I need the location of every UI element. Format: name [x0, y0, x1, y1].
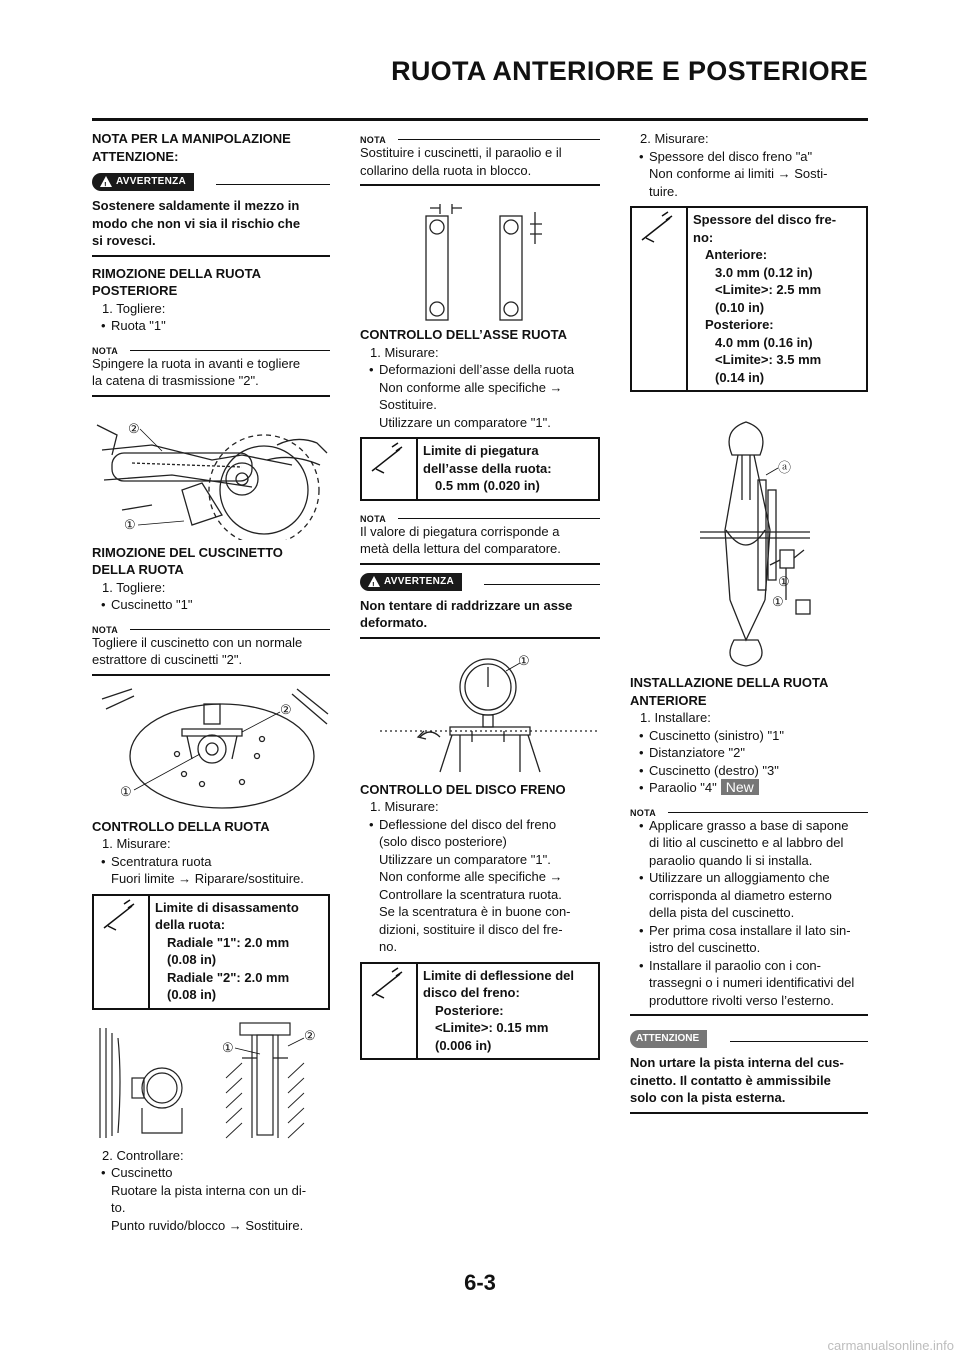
step-measure: 2. Misurare: [640, 131, 709, 146]
spec-tool-icon [94, 896, 150, 1008]
svg-text:①: ① [518, 652, 530, 668]
new-badge: New [721, 779, 759, 795]
disc-text: (solo disco posteriore) [379, 834, 507, 849]
bearing-text: Ruotare la pista interna con un di- [111, 1182, 307, 1198]
bullet-thickness: • Spessore del disco freno "a" [630, 148, 868, 166]
warning-header [360, 573, 600, 593]
heading-disc: CONTROLLO DEL DISCO FRENO [360, 781, 566, 797]
wheel-runout-figure [92, 1018, 330, 1143]
svg-text:①: ① [124, 516, 136, 532]
heading-axle: CONTROLLO DELL’ASSE RUOTA [360, 327, 568, 342]
svg-text:①: ① [222, 1039, 234, 1055]
bullet-bearing-2: • Cuscinetto [92, 1164, 330, 1182]
heading-remove-wheel: RIMOZIONE DELLA RUOTA POSTERIORE [92, 265, 261, 298]
spec-runout-box: Limite di disassamento della ruota: Radiale "1": 2.0 mm (0.08 in) Radiale "2": 2.0 mm (0.08 in) [92, 894, 330, 1010]
step-remove-2: 1. Togliere: [102, 579, 166, 595]
svg-text:①: ① [778, 574, 790, 589]
step-measure: 1. Misurare: [370, 344, 439, 360]
column-1 [92, 130, 330, 1234]
column-3 [630, 130, 868, 1122]
disc-text: Controllare la scentratura ruota. [379, 886, 562, 902]
svg-text:ⓐ: ⓐ [778, 460, 792, 475]
watermark: carmanualsonline.info [827, 1338, 954, 1353]
note-header: NOTA [360, 130, 600, 144]
warning-triangle-icon [100, 176, 112, 187]
spec-thickness-box: Spessore del disco fre- no: Anteriore: 3.0 mm (0.12 in) <Limite>: 2.5 mm (0.10 in) Posteriore: 4.0 mm (0.16 in) <Limite>: 3.5 mm (0.14 in) [630, 206, 868, 392]
note-text: Spingere la ruota in avanti e togliere la catena di trasmissione "2". [92, 355, 301, 388]
attention-badge: ATTENZIONE [630, 1030, 707, 1048]
disc-thickness-figure [630, 400, 868, 670]
axle-text: Utilizzare un comparatore "1". [379, 414, 551, 430]
thickness-text: tuire. [649, 183, 678, 199]
note-text: Sostituire i cuscinetti, il paraolio e il collarino della ruota in blocco. [360, 145, 562, 178]
note-header: NOTA [360, 509, 600, 523]
warning-badge: ! AVVERTENZA [92, 173, 194, 191]
heading-attention: ATTENZIONE: [92, 148, 179, 164]
disc-text: Se la scentratura è in buone con- [379, 904, 571, 919]
install-item: • Cuscinetto (sinistro) "1" [630, 727, 868, 745]
install-item: • Paraolio "4" New [630, 779, 868, 797]
spec-disc-box: Limite di deflessione del disco del freno: Posteriore: <Limite>: 0.15 mm (0.006 in) [360, 962, 600, 1061]
heading-install: INSTALLAZIONE DELLA RUOTA ANTERIORE [630, 675, 829, 708]
svg-text:②: ② [304, 1027, 316, 1043]
bearing-puller-figure [92, 684, 330, 814]
heading-remove-bearing: RIMOZIONE DEL CUSCINETTO DELLA RUOTA [92, 544, 283, 577]
note-text: Togliere il cuscinetto con un normale estrattore di cuscinetti "2". [92, 634, 303, 667]
warning-text: Non tentare di raddrizzare un asse deformato. [360, 597, 573, 630]
svg-text:①: ① [120, 783, 132, 799]
title-rule [92, 118, 868, 121]
warning-badge: ! AVVERTENZA [360, 573, 462, 591]
svg-text:②: ② [128, 420, 140, 436]
column-2 [360, 130, 600, 1068]
bearing-text: Punto ruvido/blocco → Sostituire. [111, 1217, 304, 1233]
step-measure: 1. Misurare: [102, 836, 171, 851]
install-note-list: • Applicare grasso a base di sapone di litio al cuscinetto e al labbro del paraolio quando li si installa. • Utilizzare un alloggiamento che corrisponda al diametro esterno della pista del cuscinetto. • Per prima cosa installare il lato sin- istro del cuscinetto. • Installare il paraolio con i con- trassegni o i numeri identificativi del produttore rivolti verso l’esterno. [630, 817, 868, 1010]
disc-text: dizioni, sostituire il disco del fre- [379, 921, 563, 937]
bearing-play-figure [360, 194, 600, 322]
disc-text: no. [379, 939, 398, 954]
runout-action: Fuori limite → Riparare/sostituire. [111, 871, 304, 886]
install-item: • Cuscinetto (destro) "3" [630, 762, 868, 780]
warning-triangle-icon [368, 576, 380, 587]
note-header: NOTA [92, 620, 330, 634]
step-remove: 1. Togliere: [102, 300, 166, 316]
step-check: 2. Controllare: [102, 1147, 184, 1163]
warning-header [92, 173, 330, 193]
step-install: 1. Installare: [640, 710, 711, 725]
thickness-text: Non conforme ai limiti → Sosti- [649, 166, 828, 181]
warning-text: Sostenere saldamente il mezzo in modo che non vi sia il rischio che si rovesci. [92, 198, 301, 248]
svg-text:②: ② [280, 701, 292, 717]
spec-tool-icon [362, 964, 418, 1059]
bullet-bearing: • Cuscinetto "1" [92, 596, 330, 614]
bearing-text: to. [111, 1200, 126, 1215]
bullet-wheel: • Ruota "1" [92, 317, 330, 335]
note-header: NOTA [630, 803, 868, 817]
attention-text: Non urtare la pista interna del cus- cinetto. Il contatto è ammissibile solo con la pista esterna. [630, 1055, 844, 1105]
note-header: NOTA [92, 341, 330, 355]
heading-handling: NOTA PER LA MANIPOLAZIONE [92, 131, 291, 146]
spec-axle-box: Limite di piegatura dell’asse della ruota: 0.5 mm (0.020 in) [360, 437, 600, 501]
heading-check-wheel: CONTROLLO DELLA RUOTA [92, 818, 270, 834]
axle-text: Non conforme alle specifiche → [379, 379, 563, 395]
page-title: RUOTA ANTERIORE E POSTERIORE [391, 56, 868, 86]
install-item: • Distanziatore "2" [630, 744, 868, 762]
bullet-runout: • Scentratura ruota [92, 853, 330, 871]
spec-tool-icon [362, 439, 418, 499]
dial-gauge-figure [360, 647, 600, 777]
disc-text: Non conforme alle specifiche → [379, 869, 563, 884]
step-measure-2: 1. Misurare: [370, 799, 439, 814]
rear-wheel-removal-figure [92, 405, 330, 540]
svg-text:①: ① [772, 594, 784, 609]
bullet-axle: • Deformazioni dell’asse della ruota [360, 361, 600, 379]
spec-tool-icon [632, 208, 688, 390]
note-text: Il valore di piegatura corrisponde a metà della lettura del comparatore. [360, 523, 561, 556]
attention-header [630, 1030, 868, 1050]
disc-text: Utilizzare un comparatore "1". [379, 851, 551, 867]
page-number: 6-3 [464, 1270, 496, 1295]
axle-text: Sostituire. [379, 397, 437, 412]
bullet-disc: • Deflessione del disco del freno [360, 816, 600, 834]
